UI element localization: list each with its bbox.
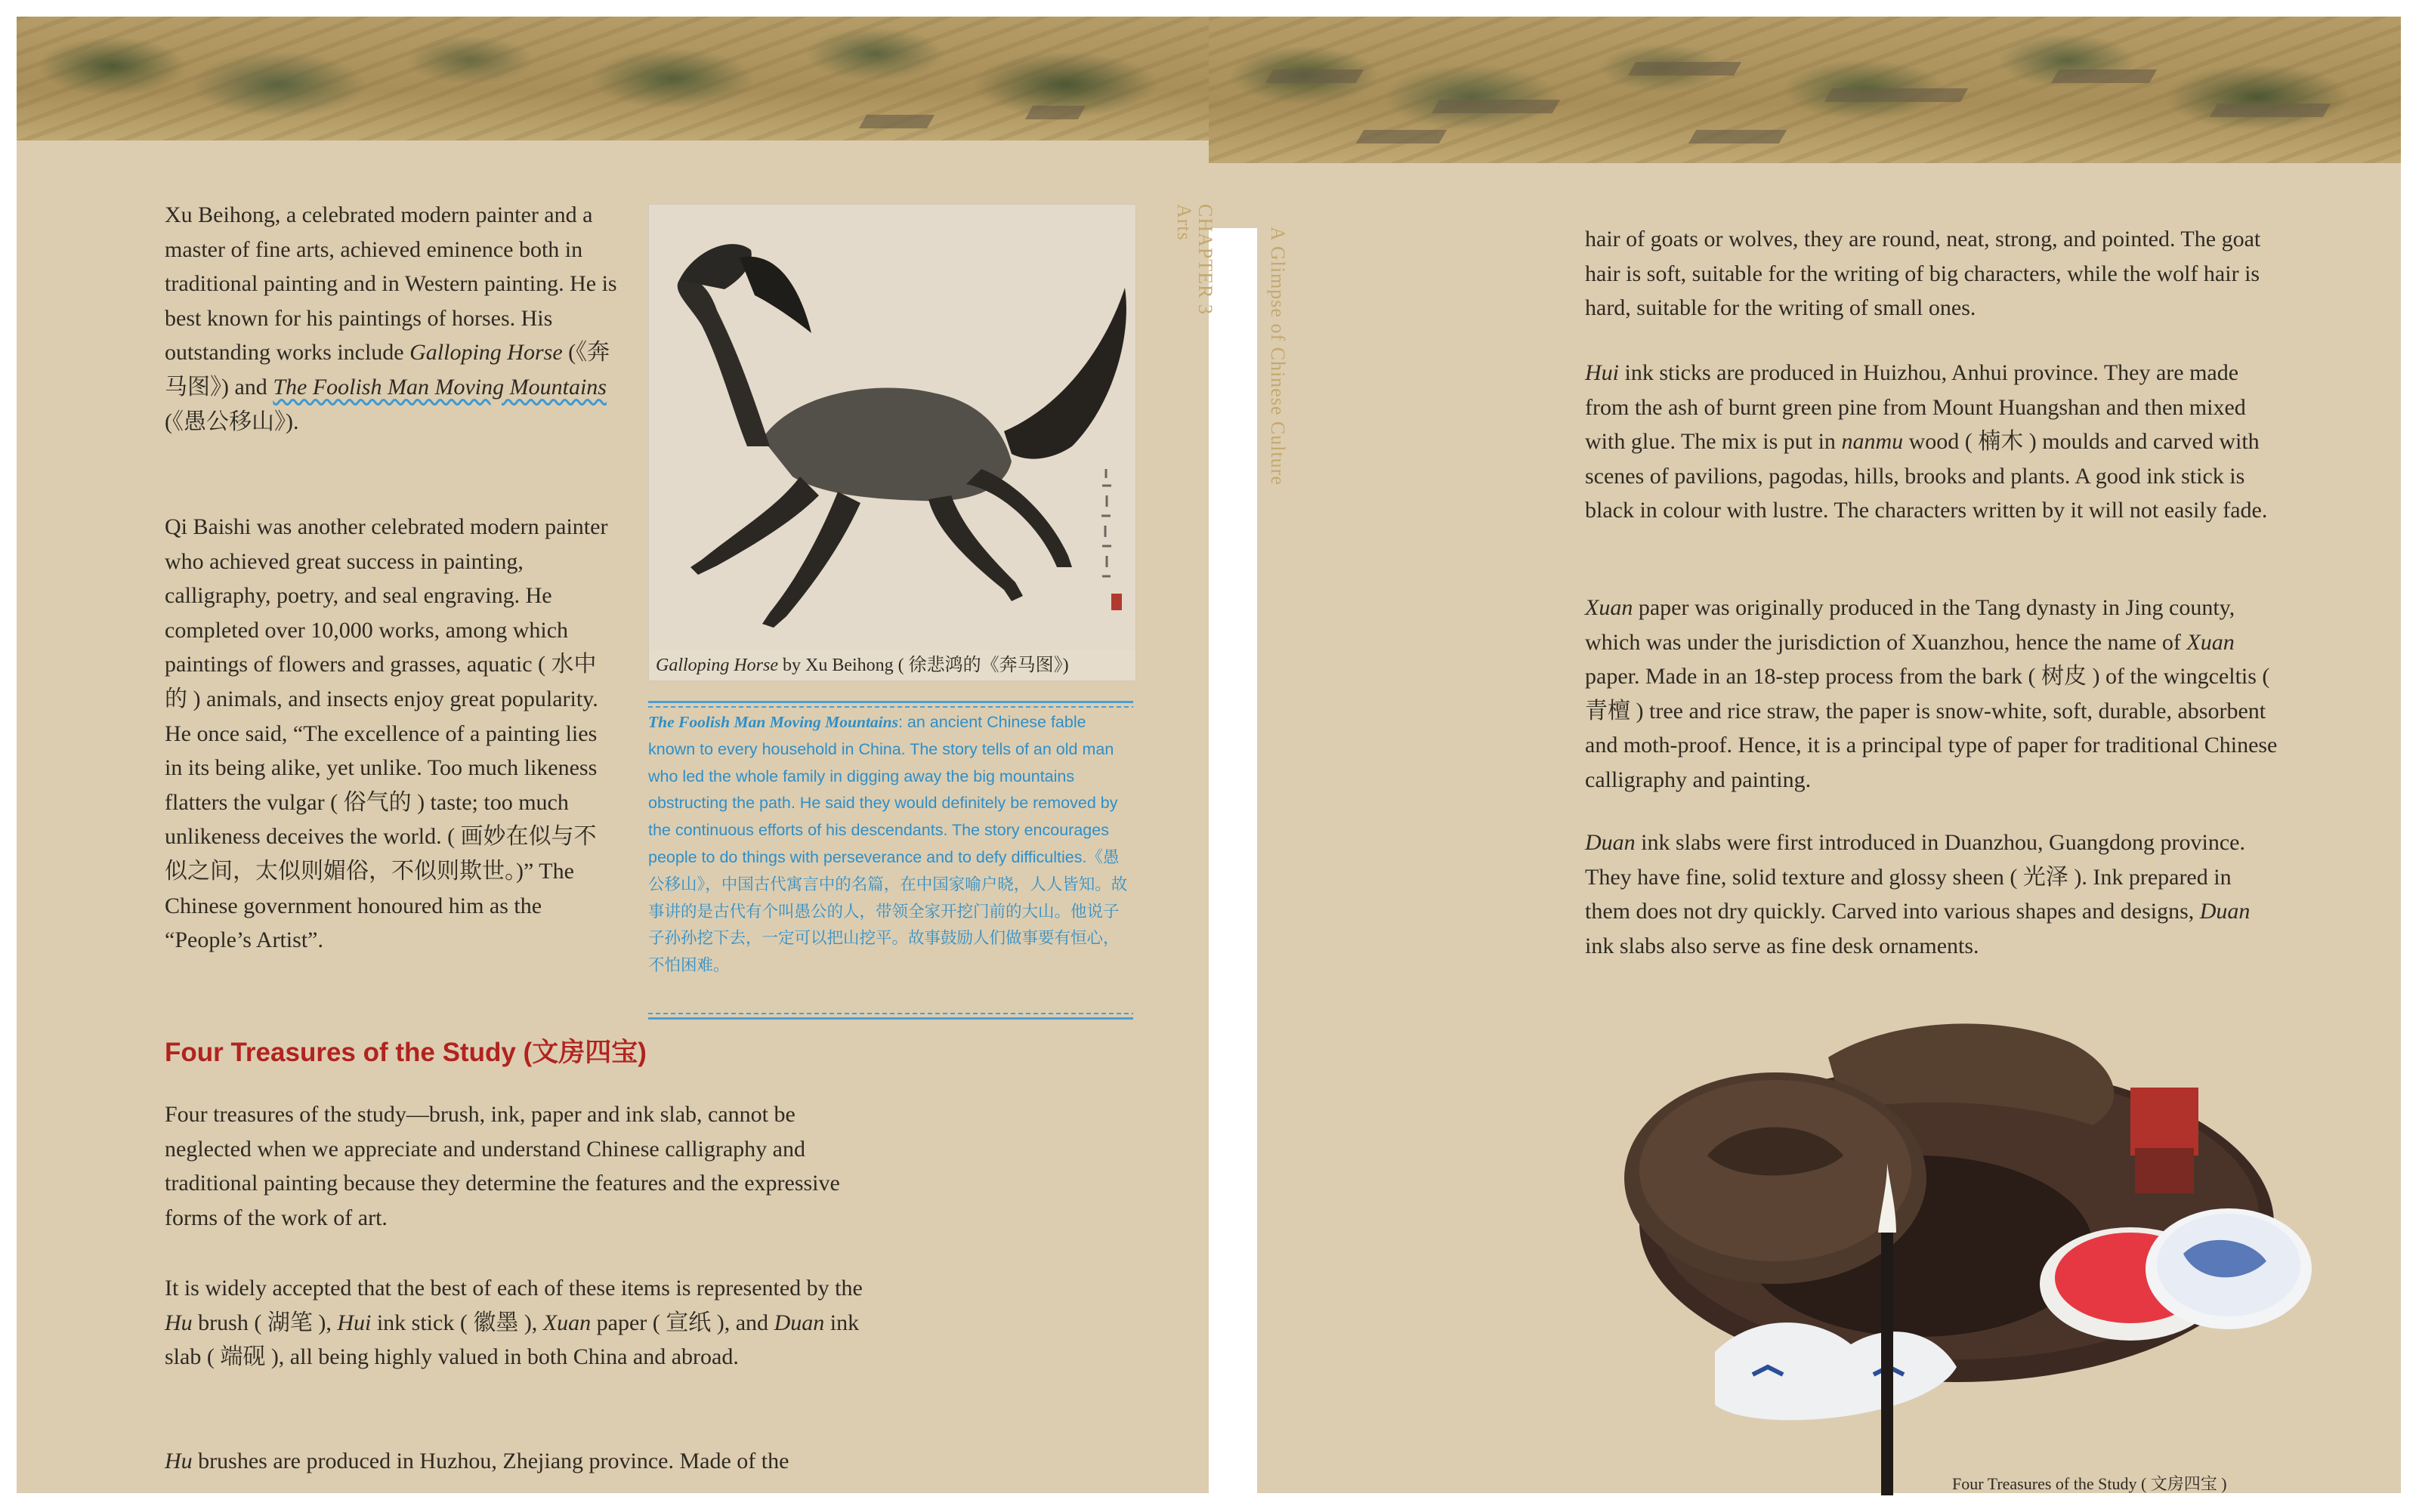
paragraph-xu-beihong: Xu Beihong, a celebrated modern painter and a master of fine arts, achieved eminence both in traditional painting and in Western painting. He is best known for his paintings of horses. His outstanding works include Galloping Horse (《奔马图》) and The Foolish Man Moving Mountains (《愚公移山》). (165, 202, 617, 434)
book-title-label: A Glimpse of Chinese Culture (1267, 227, 1289, 486)
paragraph-hu-brushes: Hu brushes are produced in Huzhou, Zhejiang province. Made of the (165, 1449, 789, 1473)
paragraph-xuan-paper: Xuan paper was originally produced in the Tang dynasty in Jing county, which was under the jurisdiction of Xuanzhou, hence the name of Xuan paper. Made in an 18-step process from the bark ( 树皮 ) of the wingceltis ( 青檀 ) tree and rice straw, the paper is snow-white, soft, durable, absorbent and moth-proof. Hence, it is a principal type of paper for traditional Chinese calligraphy and painting. (1585, 595, 2278, 792)
city-painting-banner-right (1209, 17, 2401, 163)
paragraph-duan-slab: Duan ink slabs were first introduced in Duanzhou, Guangdong province. They have fine, solid texture and glossy sheen ( 光泽 ). Ink prepared in them does not dry quickly. Carved into various shapes and designs, Duan ink slabs also serve as fine desk ornaments. (1585, 830, 2251, 958)
section-heading-four-treasures: Four Treasures of the Study (文房四宝) (165, 1038, 647, 1067)
four-treasures-photo (1602, 997, 2327, 1495)
paragraph-brush-hair: hair of goats or wolves, they are round, neat, strong, and pointed. The goat hair is soft, suitable for the writing of big characters, while the wolf hair is hard, suitable for the writing of small ones. (1585, 227, 2261, 321)
chapter-label: CHAPTER 3 (1194, 204, 1216, 315)
landscape-painting-banner-left (17, 17, 1209, 140)
four-treasures-caption: Four Treasures of the Study ( 文房四宝 ) (1952, 1474, 2227, 1493)
arts-label: Arts (1173, 204, 1195, 241)
horse-caption: Galloping Horse by Xu Beihong ( 徐悲鸿的《奔马图》) (656, 656, 1069, 675)
paragraph-hui-ink: Hui ink sticks are produced in Huizhou, Anhui province. They are made from the ash of burnt green pine from Mount Huangshan and then mixed with glue. The mix is put in nanmu wood ( 楠木 ) moulds and carved with scenes of pavilions, pagodas, hills, brooks and plants. A good ink stick is black in colour with lustre. The characters written by it will not easily fade. (1585, 360, 2268, 523)
paragraph-qi-baishi: Qi Baishi was another celebrated modern painter who achieved great success in painting, calligraphy, poetry, and seal engraving. He completed over 10,000 works, among which paintings of flowers and grasses, aquatic ( 水中的 ) animals, and insects enjoy great popularity. He once said, “The excellence of a painting lies in its being alike, yet unlike. Too much likeness flatters the vulgar ( 俗气的 ) taste; too much unlikeness deceives the world. ( 画妙在似与不似之间，太似则媚俗，不似则欺世。)” The Chinese government honoured him as the “People’s Artist”. (165, 514, 608, 953)
galloping-horse-painting (649, 205, 1135, 650)
paragraph-best-items: It is widely accepted that the best of each of these items is represented by the Hu brush ( 湖笔 ), Hui ink stick ( 徽墨 ), Xuan paper ( 宣纸 ), and Duan ink slab ( 端砚 ), all being highly valued in both China and abroad. (165, 1276, 863, 1370)
fable-note-box: The Foolish Man Moving Mountains: an ancient Chinese fable known to every household in China. The story tells of an old man who led the whole family in digging away the big mountains obstructing the path. He said they would definitely be removed by the continuous efforts of his descendants. The story encourages people to do things with perseverance and to defy difficulties.《愚公移山》，中国古代寓言中的名篇，在中国家喻户晓，人人皆知。故事讲的是古代有个叫愚公的人，带领全家开挖门前的大山。他说子子孙孙挖下去，一定可以把山挖平。故事鼓励人们做事要有恒心，不怕困难。 (648, 701, 1133, 1020)
foolish-man-link[interactable]: The Foolish Man Moving Mountains (273, 374, 607, 400)
galloping-horse-figure (648, 204, 1136, 681)
paragraph-four-treasures: Four treasures of the study—brush, ink, paper and ink slab, cannot be neglected when we appreciate and understand Chinese calligraphy and traditional painting because they determine the features and the expressive forms of the work of art. (165, 1102, 840, 1230)
